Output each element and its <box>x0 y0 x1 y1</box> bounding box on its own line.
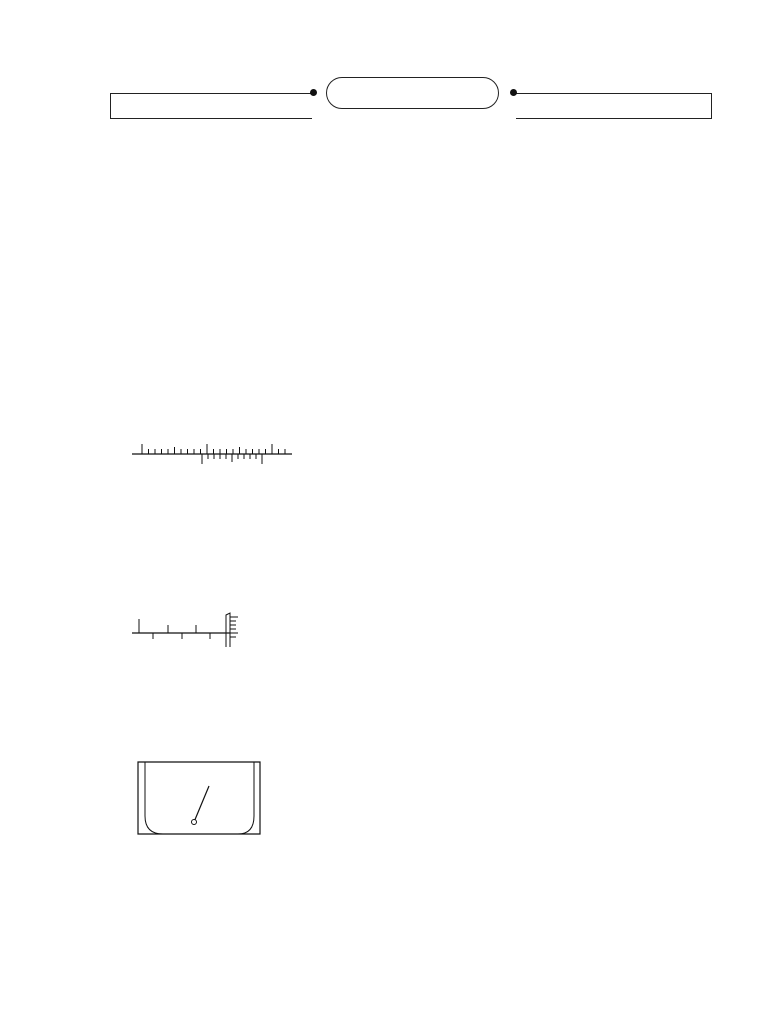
subject-title <box>326 77 499 109</box>
thimble-ticks <box>230 617 238 637</box>
thimble-edge <box>226 613 230 647</box>
vernier-scale-ticks <box>202 454 262 464</box>
question-5 <box>130 605 420 687</box>
voltmeter-face <box>145 762 254 834</box>
banner-line-left <box>110 93 312 119</box>
voltmeter-needle <box>194 786 209 822</box>
question-3 <box>130 358 420 398</box>
banner-dot-right <box>510 89 517 96</box>
question-6 <box>130 758 420 846</box>
question-1 <box>130 133 420 200</box>
banner-line-right <box>516 93 712 119</box>
banner-dot-left <box>310 89 317 96</box>
vernier-caliper-figure <box>130 424 300 488</box>
needle-pivot <box>192 820 197 825</box>
question-4 <box>130 424 420 528</box>
question-2 <box>130 252 420 292</box>
main-scale-ticks <box>142 444 285 454</box>
voltmeter-frame <box>138 762 260 834</box>
sleeve-ticks <box>139 619 210 639</box>
micrometer-figure <box>130 605 270 647</box>
left-column <box>130 133 422 933</box>
voltmeter-figure <box>136 758 276 844</box>
